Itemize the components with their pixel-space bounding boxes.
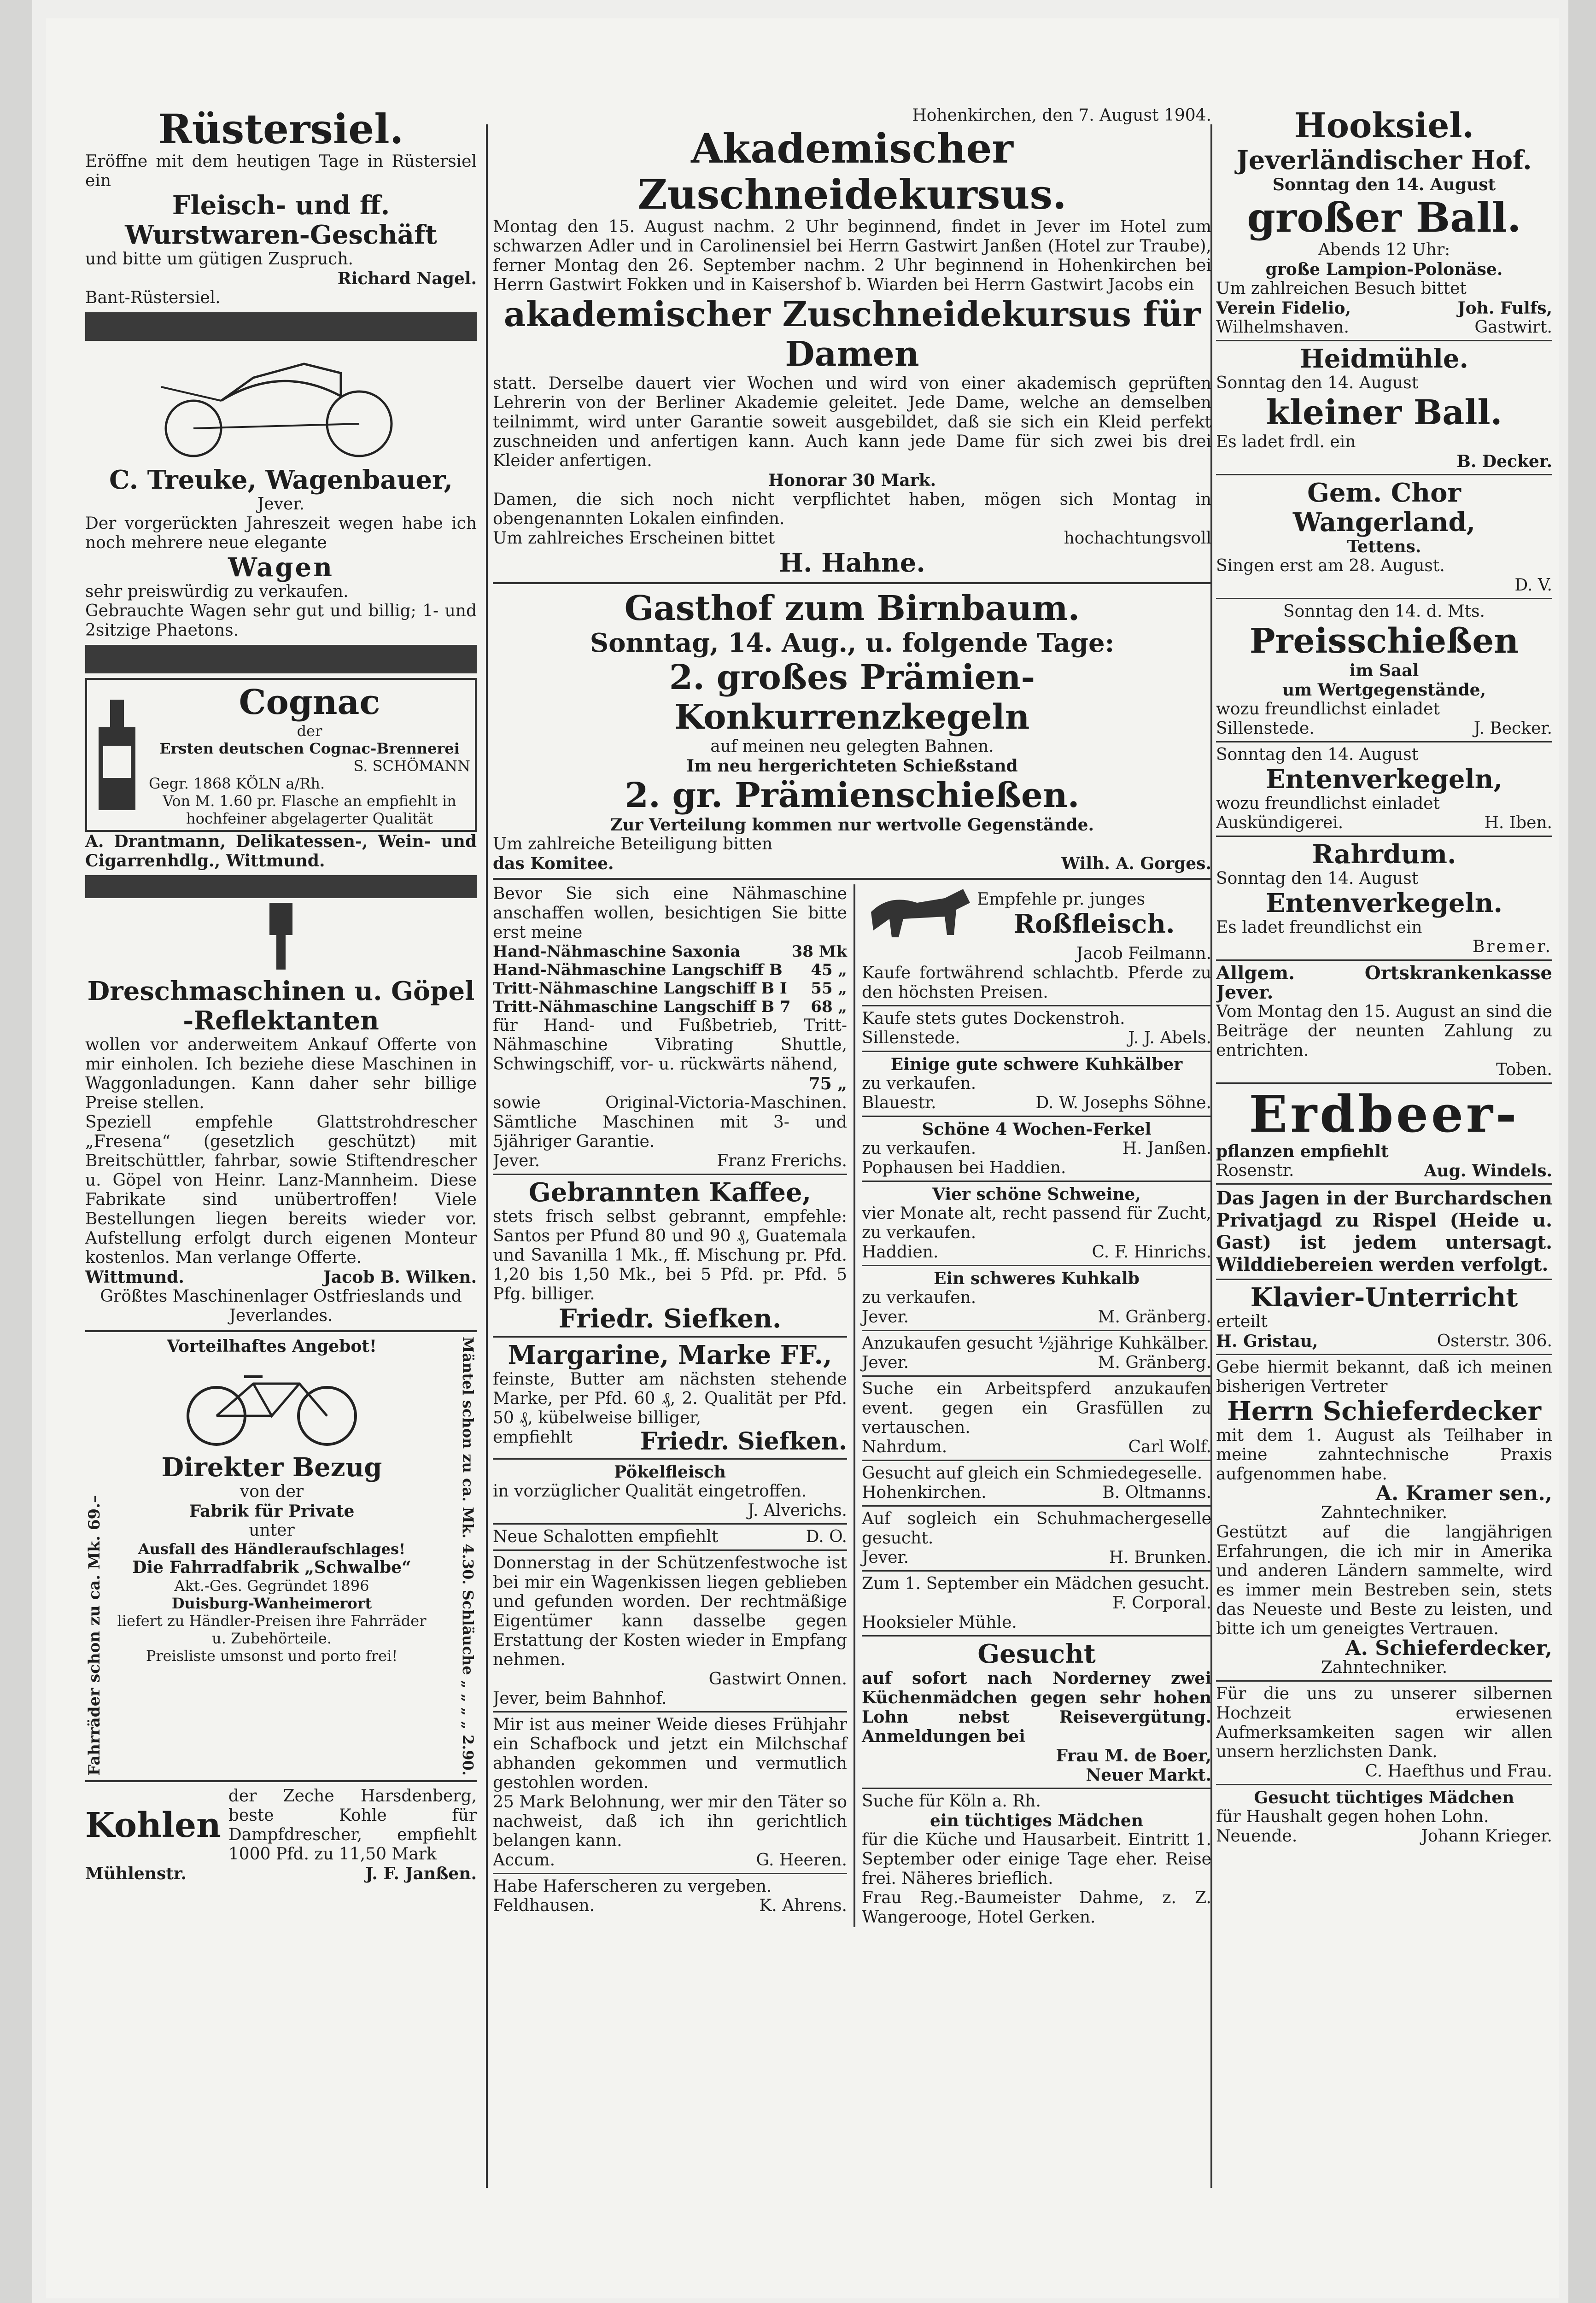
cognac-dealer: A. Drantmann, Delikatessen-, Wein- und Cigarrenhdlg., Wittmund. xyxy=(85,832,477,871)
treuke-text: Der vorgerückten Jahreszeit wegen habe ich noch mehrere neue elegante xyxy=(85,514,477,552)
kk-headline: Allgem. Ortskrankenkasse Jever. xyxy=(1216,962,1552,1003)
akad-sig-2: H. Hahne. xyxy=(779,548,925,578)
erd-sig-name: Aug. Windels. xyxy=(1424,1161,1552,1181)
naeh-item xyxy=(493,942,847,961)
arb-sig-place: Nahrdum. xyxy=(862,1438,947,1456)
kram-headline: Herrn Schieferdecker xyxy=(1227,1396,1541,1426)
kaffee-signature: Friedr. Siefken. xyxy=(558,1303,782,1334)
dresch-subheadline: -Reflektanten xyxy=(183,1005,379,1036)
ente1-headline: Entenverkegeln, xyxy=(1266,764,1502,795)
marg-signature xyxy=(493,1428,847,1455)
kaffee-headline: Gebrannten Kaffee, xyxy=(528,1177,812,1208)
classifieds-left xyxy=(493,884,855,1927)
ruestersiel-place: Bant-Rüstersiel. xyxy=(85,288,221,307)
naeh-item xyxy=(493,998,847,1016)
ges-sig-2: Neuer Markt. xyxy=(1086,1765,1211,1785)
birn-bahnen: auf meinen neu gelegten Bahnen. xyxy=(710,737,994,756)
maed-text: Zum 1. September ein Mädchen gesucht. xyxy=(862,1574,1210,1593)
kk-signature: Toben. xyxy=(1496,1060,1552,1079)
heid-title: Heidmühle. xyxy=(1299,344,1469,374)
naeh-sig-place: Jever. xyxy=(493,1152,540,1170)
ruestersiel-text-2: und bitte um gütigen Zuspruch. xyxy=(85,250,353,269)
anz-text: Anzukaufen gesucht ½jährige Kuhkälber. xyxy=(862,1334,1209,1353)
naeh-item xyxy=(493,979,847,998)
cognac-ad xyxy=(85,678,477,832)
cognac-label-4: Gegr. 1868 KÖLN a/Rh. xyxy=(149,775,325,792)
rahr-headline: Entenverkegeln. xyxy=(1266,888,1502,918)
erd-sig-place: Rosenstr. xyxy=(1216,1161,1294,1180)
classifieds-right xyxy=(855,884,1211,1927)
hafer-signature xyxy=(493,1896,847,1916)
arb-sig-name: Carl Wolf. xyxy=(1128,1438,1211,1456)
hook-hotel: Jeverländischer Hof. xyxy=(1236,145,1532,175)
naeh-text: Bevor Sie sich eine Nähmaschine anschaffen wollen, besichtigen Sie bitte erst meine xyxy=(493,884,847,942)
treuke-text-2: sehr preiswürdig zu verkaufen. xyxy=(85,582,349,601)
ente1-date: Sonntag den 14. August xyxy=(1216,745,1419,764)
kalb-signature xyxy=(862,1308,1211,1327)
hafer-sig-name: K. Ahrens. xyxy=(759,1896,847,1915)
ges-headline: Gesucht xyxy=(977,1639,1096,1669)
rahr-date: Sonntag den 14. August xyxy=(1216,869,1419,888)
naeh-signature xyxy=(493,1152,847,1171)
birn-text-2: Um zahlreiche Beteiligung bitten xyxy=(493,835,773,853)
ferkel-sig-name: H. Janßen. xyxy=(1122,1139,1211,1158)
kalb-sig-name: M. Gränberg. xyxy=(1098,1308,1211,1327)
dresch-sig-text: Größtes Maschinenlager Ostfrieslands und Jeverlandes. xyxy=(100,1287,462,1325)
chor-headline: Gem. Chor Wangerland, xyxy=(1292,478,1476,538)
dock-text: Kaufe stets gutes Dockenstroh. xyxy=(862,1009,1125,1028)
ruestersiel-text: Eröffne mit dem heutigen Tage in Rüstersiel ein xyxy=(85,152,477,190)
jagd-text: Das Jagen in der Burchardschen Privatjagd zu Rispel (Heide u. Gast) ist jedem untersagt. Wilddiebereien werden verfolgt. xyxy=(1216,1187,1552,1275)
klav-sig-name: H. Gristau, xyxy=(1216,1332,1318,1351)
bicycle-direct: Direkter Bezug xyxy=(161,1452,382,1483)
ente1-text: wozu freundlichst einladet xyxy=(1216,794,1440,813)
treuke-headline: Wagen xyxy=(228,552,334,583)
column-3 xyxy=(1216,106,1552,1846)
ente1-signature xyxy=(1216,813,1552,833)
dock-sig-place: Sillenstede. xyxy=(862,1029,960,1047)
kk-text: Vom Montag den 15. August an sind die Beiträge der neunten Zahlung zu entrichten. xyxy=(1216,1002,1552,1060)
cognac-label-5: Von M. 1.60 pr. Flasche an empfiehlt in hochfeiner abgelagerter Qualität xyxy=(163,792,456,827)
divider-bar-2 xyxy=(85,645,477,673)
bicycle-side-right-1: Mäntel schon zu ca. Mk. 4.30. xyxy=(459,1337,477,1585)
bicycle-firm: Die Fahrradfabrik „Schwalbe“ xyxy=(132,1558,411,1577)
hook-signature-2 xyxy=(1216,318,1552,337)
schal-sig: D. O. xyxy=(806,1527,847,1546)
ruestersiel-title: Rüstersiel. xyxy=(158,106,404,153)
bicycle-ad xyxy=(85,1337,477,1776)
arb-text: Suche ein Arbeitspferd anzukaufen event. gegen ein Grasfüllen zu vertauschen. xyxy=(862,1379,1211,1437)
dock-signature xyxy=(862,1029,1211,1048)
naeh-item-name: Tritt-Nähmaschine Langschiff B 7 xyxy=(493,998,791,1016)
kuh-text: zu verkaufen. xyxy=(862,1074,976,1093)
bicycle-illustration xyxy=(108,1361,435,1448)
schuh-signature xyxy=(862,1548,1211,1567)
chor-text: Singen erst am 28. August. xyxy=(1216,556,1445,575)
kuh-sig-place: Blauestr. xyxy=(862,1093,936,1112)
schmied-text: Gesucht auf gleich ein Schmiedegeselle. xyxy=(862,1464,1203,1483)
kram-sig-2: A. Schieferdecker, xyxy=(1345,1637,1552,1660)
schal-row xyxy=(493,1527,847,1547)
schuh-sig-name: H. Brunken. xyxy=(1109,1548,1211,1567)
cognac-label-1: der xyxy=(297,722,322,740)
bicycle-ausfall: Ausfall des Händleraufschlages! xyxy=(138,1540,406,1558)
cognac-title: Cognac xyxy=(239,683,380,722)
ruestersiel-name: Richard Nagel. xyxy=(337,269,477,288)
naeh-item-price: 45 „ xyxy=(811,961,847,979)
naeh-item-name: Hand-Nähmaschine Langschiff B xyxy=(493,961,783,979)
schal-text: Neue Schalotten empfiehlt xyxy=(493,1527,719,1546)
kalb-headline: Ein schweres Kuhkalb xyxy=(934,1269,1140,1288)
hook-date: Sonntag den 14. August xyxy=(1272,175,1496,194)
ferkel-row xyxy=(862,1139,1211,1158)
treuke-text-3: Gebrauchte Wagen sehr gut und billig; 1- und 2sitzige Phaetons. xyxy=(85,602,477,640)
heid-date: Sonntag den 14. August xyxy=(1216,374,1419,392)
horse-icon xyxy=(862,884,977,944)
birn-signature xyxy=(493,854,1211,873)
column-rule-1 xyxy=(486,124,488,2188)
schaf-text: Mir ist aus meiner Weide dieses Frühjahr ein Schafbock und jetzt ein Milchschaf abhanden gekommen und vermutlich gestohlen worden. xyxy=(493,1715,847,1792)
birn-text: Zur Verteilung kommen nur wertvolle Gegenstände. xyxy=(610,815,1094,835)
dresch-text-2: Speziell empfehle Glattstrohdrescher „Fresena“ (gesetzlich geschützt) mit Breitschüttler, fahrbar, sowie Stiftendrescher u. Göpel von Heinr. Lanz-Mannheim. Diese Fabrikate sind unübertroffen! Viele Bestellungen liegen bereits wieder vor. Aufstellung erfolgt durch eigenen Monteur kostenlos. Man verlange Offerte. xyxy=(85,1113,477,1267)
kohlen-sig-place: Mühlenstr. xyxy=(85,1864,187,1884)
chor-place: Tettens. xyxy=(1347,537,1421,556)
anz-sig-name: M. Gränberg. xyxy=(1098,1353,1211,1372)
schmied-sig-place: Hohenkirchen. xyxy=(862,1483,987,1502)
naeh-item-name: Tritt-Nähmaschine Langschiff B I xyxy=(493,979,787,998)
anz-sig-place: Jever. xyxy=(862,1353,909,1372)
ges-sig-1: Frau M. de Boer, xyxy=(1056,1746,1211,1765)
poekel-signature: J. Alverichs. xyxy=(748,1501,847,1520)
schwein-headline: Vier schöne Schweine, xyxy=(932,1185,1141,1204)
erd-headline: Erdbeer- xyxy=(1249,1084,1520,1144)
preis-date: Sonntag den 14. d. Mts. xyxy=(1283,602,1485,621)
maed-place: Hooksieler Mühle. xyxy=(862,1613,1017,1632)
preis-sig-name: J. Becker. xyxy=(1473,719,1552,738)
divider-bar-3 xyxy=(85,875,477,898)
page-edge-left xyxy=(0,0,32,2303)
naeh-text-2: für Hand- und Fußbetrieb, Tritt-Nähmaschine Vibrating Shuttle, Schwingschiff, vor- u. rückwärts nähend, xyxy=(493,1016,847,1074)
schwein-text: vier Monate alt, recht passend für Zucht, zu verkaufen. xyxy=(862,1204,1211,1242)
kissen-text: Donnerstag in der Schützenfestwoche ist bei mir ein Wagenkissen liegen geblieben und gefunden worden. Der rechtmäßige Eigentümer kann dasselbe gegen Erstattung der Kosten wieder in Empfang nehmen. xyxy=(493,1554,847,1669)
naeh-item-price: 68 „ xyxy=(811,998,847,1016)
schaf-text-2: 25 Mark Belohnung, wer mir den Täter so nachweist, daß ich ihn gerichtlich belangen kann. xyxy=(493,1793,847,1850)
schaf-sig-place: Accum. xyxy=(493,1851,555,1870)
rahr-text: Es ladet freundlichst ein xyxy=(1216,918,1422,937)
hook-sig-3: Wilhelmshaven. xyxy=(1216,318,1349,337)
bicycle-headline: Vorteilhaftes Angebot! xyxy=(167,1337,377,1356)
kuh-sig-name: D. W. Josephs Söhne. xyxy=(1035,1093,1211,1112)
dresch-sig-place: Wittmund. xyxy=(85,1268,184,1287)
preis-text-1: im Saal xyxy=(1349,661,1419,680)
preis-text-3: wozu freundlichst einladet xyxy=(1216,700,1440,719)
last-headline: Gesucht tüchtiges Mädchen xyxy=(1254,1788,1514,1807)
ross-text: Empfehle pr. junges xyxy=(977,890,1146,909)
hook-signature xyxy=(1216,298,1552,318)
birn-kegeln: 2. großes Prämien-Konkurrenzkegeln xyxy=(669,658,1035,737)
heid-text: Es ladet frdl. ein xyxy=(1216,433,1356,451)
treuke-place: Jever. xyxy=(257,495,305,514)
naeh-item-name: Hand-Nähmaschine Saxonia xyxy=(493,942,741,961)
page-edge-right xyxy=(1568,0,1596,2303)
akad-headline: Akademischer Zuschneidekursus. xyxy=(637,124,1067,218)
schaf-signature xyxy=(493,1851,847,1870)
last-text: für Haushalt gegen hohen Lohn. xyxy=(1216,1807,1489,1826)
marg-headline: Margarine, Marke FF., xyxy=(508,1340,832,1370)
ente1-sig-name: H. Iben. xyxy=(1484,813,1552,832)
ferkel-text: zu verkaufen. xyxy=(862,1139,976,1158)
akad-signature-row xyxy=(493,529,1211,548)
akad-text-2: statt. Derselbe dauert vier Wochen und wird von einer akademisch geprüften Lehrerin von der Berliner Akademie geleitet. Jede Dame, welche an demselben teilnimmt, wird unter Garantie soweit ausgebildet, daß sie sich ein Kleid perfekt zuschneiden und anfertigen kann. Auch kann jede Dame für sich zwei bis drei Kleider anfertigen. xyxy=(493,374,1211,470)
klav-headline: Klavier-Unterricht xyxy=(1250,1282,1518,1313)
naeh-text-3: sowie Original-Victoria-Maschinen. Sämtliche Maschinen mit 3- und 5jähriger Garantie. xyxy=(493,1093,847,1151)
bicycle-firm-2: Akt.-Ges. Gegründet 1896 xyxy=(174,1577,369,1595)
schmied-signature xyxy=(862,1483,1211,1502)
poekel-text: in vorzüglicher Qualität eingetroffen. xyxy=(493,1482,807,1501)
preis-text-2: um Wertgegenstände, xyxy=(1282,680,1486,700)
kram-sig-1b: Zahntechniker. xyxy=(1321,1503,1448,1522)
klav-text: erteilt xyxy=(1216,1312,1268,1331)
akad-sig-1: hochachtungsvoll xyxy=(1064,529,1211,548)
birn-sig-right: Wilh. A. Gorges. xyxy=(1061,854,1211,873)
akad-text-3: Damen, die sich noch nicht verpflichtet haben, mögen sich Montag in obengenannten Lokalen einfinden. xyxy=(493,490,1211,528)
bicycle-firm-5: Preisliste umsonst und porto frei! xyxy=(146,1647,398,1665)
kohlen-signature xyxy=(85,1864,477,1883)
marg-empf: empfiehlt xyxy=(493,1428,573,1447)
marg-sig: Friedr. Siefken. xyxy=(640,1427,847,1455)
naeh-price-2: 75 „ xyxy=(808,1074,847,1093)
kaffee-text: stets frisch selbst gebrannt, empfehle: Santos per Pfund 80 und 90 ₰, Guatemala und Savanilla 1 Mk., ff. Mischung pr. Pfd. 1,20 bis 1,50 Mk., bei 5 Pfd. pr. Pfd. 5 Pfg. billiger. xyxy=(493,1207,847,1303)
naeh-item-price: 55 „ xyxy=(811,979,847,998)
hook-text-3: Um zahlreichen Besuch bittet xyxy=(1216,279,1467,298)
dresch-text: wollen vor anderweitem Ankauf Offerte von mir einholen. Ich beziehe diese Maschinen in Waggonladungen. Kann daher sehr billige Preise stellen. xyxy=(85,1035,477,1112)
ruestersiel-headline: Fleisch- und ff. Wurstwaren-Geschäft xyxy=(125,190,437,250)
kalb-text: zu verkaufen. xyxy=(862,1288,976,1307)
birn-date: Sonntag, 14. Aug., u. folgende Tage: xyxy=(590,628,1115,658)
schuh-text: Auf sogleich ein Schuhmachergeselle gesucht. xyxy=(862,1509,1211,1548)
carriage-illustration xyxy=(85,345,477,461)
kram-sig-2b: Zahntechniker. xyxy=(1321,1658,1448,1677)
kram-text-3: Gestützt auf die langjährigen Erfahrungen, die ich mir in Amerika und anderen Ländern sammelte, wird es immer mein Bestreben sein, stets das Neueste und Beste zu leisten, und bitte ich um geneigtes Vertrauen. xyxy=(1216,1523,1552,1638)
kohlen-headline: Kohlen xyxy=(85,1806,221,1846)
dresch-sig-name: Jacob B. Wilken. xyxy=(323,1268,477,1287)
erd-text: pflanzen empfiehlt xyxy=(1216,1142,1389,1161)
arb-signature xyxy=(862,1438,1211,1457)
ross-name: Jacob Feilmann. xyxy=(1076,944,1211,963)
schwein-sig-place: Haddien. xyxy=(862,1243,939,1262)
preis-sig-place: Sillenstede. xyxy=(1216,719,1315,738)
hafer-text: Habe Haferscheren zu vergeben. xyxy=(493,1877,772,1896)
kram-text-2: mit dem 1. August als Teilhaber in meine zahntechnische Praxis aufgenommen habe. xyxy=(1216,1426,1552,1484)
rahr-signature: Bremer. xyxy=(1472,937,1552,956)
kissen-sig-2: Jever, beim Bahnhof. xyxy=(493,1689,667,1708)
ross-text-2: Kaufe fortwährend schlachtb. Pferde zu den höchsten Preisen. xyxy=(862,964,1211,1002)
koeln-signature: Frau Reg.-Baumeister Dahme, z. Z. Wangerooge, Hotel Gerken. xyxy=(862,1888,1211,1927)
hook-sig-2: Joh. Fulfs, xyxy=(1457,298,1552,318)
erd-signature xyxy=(1216,1161,1552,1181)
classifieds-block xyxy=(493,884,1211,1927)
hafer-sig-place: Feldhausen. xyxy=(493,1896,595,1915)
last-sig-name: Johann Krieger. xyxy=(1421,1827,1552,1846)
bicycle-firm-4: liefert zu Händler-Preisen ihre Fahrräder u. Zubehörteile. xyxy=(117,1612,427,1647)
cognac-label-2: Ersten deutschen Cognac-Brennerei xyxy=(159,740,460,757)
maed-sig-name: F. Corporal. xyxy=(1112,1594,1211,1613)
klav-sig-addr: Osterstr. 306. xyxy=(1437,1332,1552,1350)
kuh-signature xyxy=(862,1093,1211,1113)
naeh-sig-name: Franz Frerichs. xyxy=(717,1152,847,1170)
kohlen-sig-name: J. F. Janßen. xyxy=(365,1864,477,1884)
heid-signature: B. Decker. xyxy=(1456,452,1552,471)
naeh-item xyxy=(493,961,847,979)
schwein-sig-name: C. F. Hinrichs. xyxy=(1092,1243,1211,1262)
akad-text: Montag den 15. August nachm. 2 Uhr beginnend, findet in Jever im Hotel zum schwarzen Adler und in Carolinensiel bei Herrn Gastwirt Janßen (Hotel zur Traube), ferner Montag den 26. September nachm. 2 Uhr beginnend in Hohenkirchen bei Herrn Gastwirt Fokken und in Kaisershof b. Wiarden bei Herrn Gastwirt Jacobs ein xyxy=(493,217,1211,294)
ges-text: auf sofort nach Norderney zwei Küchenmädchen gegen sehr hohen Lohn nebst Reisevergütung. Anmeldungen bei xyxy=(862,1669,1211,1746)
birn-sig-left: das Komitee. xyxy=(493,854,614,873)
poekel-headline: Pökelfleisch xyxy=(614,1462,726,1482)
birn-headline: Gasthof zum Birnbaum. xyxy=(624,589,1080,628)
schuh-sig-place: Jever. xyxy=(862,1548,909,1567)
bicycle-von: von der xyxy=(240,1482,304,1501)
klav-signature xyxy=(1216,1332,1552,1351)
divider-bar xyxy=(85,312,477,341)
dresch-signature xyxy=(85,1268,477,1287)
schwein-signature xyxy=(862,1243,1211,1262)
marg-text: feinste, Butter am nächsten stehende Marke, per Pfd. 60 ₰, 2. Qualität per Pfd. 50 ₰, kübelweise billiger, xyxy=(493,1370,847,1427)
kram-sig-1: A. Kramer sen., xyxy=(1375,1482,1552,1505)
chor-signature: D. V. xyxy=(1514,576,1552,595)
dresch-headline: Dreschmaschinen u. Göpel xyxy=(87,976,475,1006)
birn-stand: Im neu hergerichteten Schießstand xyxy=(686,756,1018,776)
column-2 xyxy=(493,106,1211,1927)
dank-text: Für die uns zu unserer silbernen Hochzeit erwiesenen Aufmerksamkeiten sagen wir allen unsern herzlichsten Dank. xyxy=(1216,1684,1552,1761)
heid-ball: kleiner Ball. xyxy=(1266,393,1502,433)
ferkel-headline: Schöne 4 Wochen-Ferkel xyxy=(922,1120,1152,1139)
hook-title: Hooksiel. xyxy=(1294,106,1474,146)
kram-text-1: Gebe hiermit bekannt, daß ich meinen bisherigen Vertreter xyxy=(1216,1358,1552,1396)
koeln-text-2: für die Küche und Hausarbeit. Eintritt 1. September oder einige Tage eher. Reise frei. Näheres brieflich. xyxy=(862,1830,1211,1888)
hook-sig-4: Gastwirt. xyxy=(1474,318,1552,337)
ferkel-place: Pophausen bei Haddien. xyxy=(862,1158,1066,1177)
last-signature xyxy=(1216,1827,1552,1846)
schaf-sig-name: G. Heeren. xyxy=(756,1851,847,1870)
kohlen-text: der Zeche Harsdenberg, beste Kohle für Dampfdrescher, empfiehlt 1000 Pfd. zu 11,50 Mark xyxy=(228,1787,477,1864)
pointing-hand-icon xyxy=(85,903,477,972)
preis-signature xyxy=(1216,719,1552,738)
kalb-sig-place: Jever. xyxy=(862,1308,909,1327)
bicycle-side-right-2: Schläuche „ „ „ „ 2.90. xyxy=(459,1590,477,1776)
last-sig-place: Neuende. xyxy=(1216,1827,1298,1846)
dock-sig-name: J. J. Abels. xyxy=(1128,1029,1211,1047)
akad-text-4: Um zahlreiches Erscheinen bittet xyxy=(493,529,775,548)
cognac-label-3: S. SCHÖMANN xyxy=(353,757,470,775)
bicycle-fabrik: Fabrik für Private xyxy=(189,1502,355,1521)
ente1-sig-place: Auskündigerei. xyxy=(1216,813,1344,832)
kuh-headline: Einige gute schwere Kuhkälber xyxy=(890,1055,1183,1074)
treuke-name: C. Treuke, Wagenbauer, xyxy=(109,465,453,495)
bicycle-firm-3: Duisburg-Wanheimerort xyxy=(171,1595,372,1612)
cognac-bottle-icon xyxy=(92,695,142,815)
preis-headline: Preisschießen xyxy=(1249,621,1519,661)
hook-ball: großer Ball. xyxy=(1247,193,1521,241)
anz-signature xyxy=(862,1353,1211,1373)
akad-date: Hohenkirchen, den 7. August 1904. xyxy=(912,106,1211,125)
akad-headline-2: akademischer Zuschneidekursus für Damen xyxy=(503,295,1201,374)
column-1 xyxy=(85,106,477,1883)
schmied-sig-name: B. Oltmanns. xyxy=(1102,1483,1211,1502)
kissen-sig-1: Gastwirt Onnen. xyxy=(708,1670,847,1689)
naeh-item-price: 38 Mk xyxy=(791,942,847,961)
hook-sig-1: Verein Fidelio, xyxy=(1216,298,1351,318)
hook-text-2: große Lampion-Polonäse. xyxy=(1265,260,1503,279)
bicycle-side-left: Fahrräder schon zu ca. Mk. 69.– xyxy=(85,1495,104,1776)
bicycle-unter: unter xyxy=(249,1521,295,1540)
birn-schiessen: 2. gr. Prämienschießen. xyxy=(625,776,1080,815)
ross-headline: Roßfleisch. xyxy=(1013,909,1175,939)
koeln-text: Suche für Köln a. Rh. xyxy=(862,1792,1041,1811)
hook-text-1: Abends 12 Uhr: xyxy=(1318,240,1450,259)
koeln-headline: ein tüchtiges Mädchen xyxy=(930,1811,1143,1830)
akad-honorar: Honorar 30 Mark. xyxy=(768,471,936,490)
dank-signature: C. Haefthus und Frau. xyxy=(1365,1762,1552,1781)
rahr-title: Rahrdum. xyxy=(1312,839,1456,870)
